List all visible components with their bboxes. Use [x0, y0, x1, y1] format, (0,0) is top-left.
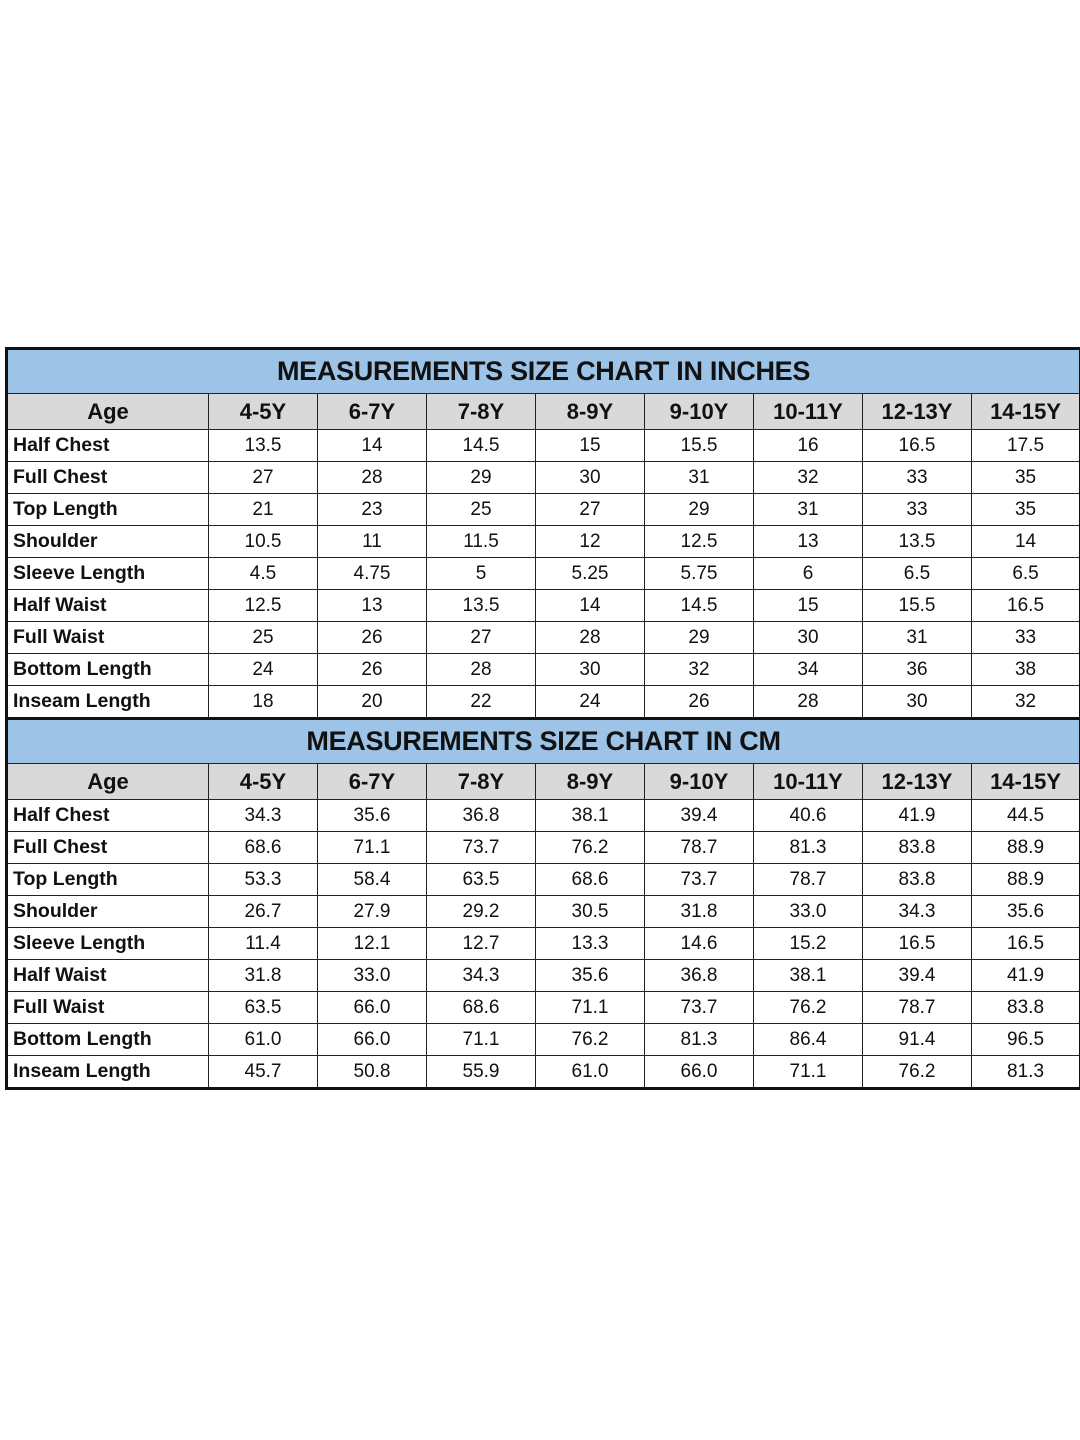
measurement-value: 24: [209, 654, 318, 686]
table-row: [7, 526, 1080, 558]
measurement-label: Half Waist: [7, 590, 209, 622]
measurement-value: 11.5: [427, 526, 536, 558]
table-row: [7, 686, 1080, 719]
age-column-header: 8-9Y: [536, 764, 645, 800]
measurement-value: 83.8: [863, 864, 972, 896]
measurement-value: 41.9: [863, 800, 972, 832]
measurement-value: 33: [863, 462, 972, 494]
measurement-value: 27.9: [318, 896, 427, 928]
measurement-label: Inseam Length: [7, 686, 209, 719]
measurement-value: 15: [754, 590, 863, 622]
measurement-value: 6: [754, 558, 863, 590]
measurement-value: 81.3: [972, 1056, 1080, 1089]
measurement-value: 5.25: [536, 558, 645, 590]
measurement-value: 68.6: [209, 832, 318, 864]
measurement-value: 50.8: [318, 1056, 427, 1089]
measurement-value: 14: [972, 526, 1080, 558]
measurement-value: 61.0: [536, 1056, 645, 1089]
measurement-value: 88.9: [972, 832, 1080, 864]
measurement-value: 63.5: [209, 992, 318, 1024]
age-header: Age: [7, 394, 209, 430]
measurement-value: 36.8: [427, 800, 536, 832]
measurement-value: 45.7: [209, 1056, 318, 1089]
cm-chart-title: MEASUREMENTS SIZE CHART IN CM: [7, 719, 1080, 764]
measurement-value: 21: [209, 494, 318, 526]
measurement-value: 10.5: [209, 526, 318, 558]
table-row: [7, 622, 1080, 654]
measurement-value: 76.2: [754, 992, 863, 1024]
table-row: [7, 430, 1080, 462]
measurement-value: 38: [972, 654, 1080, 686]
measurement-value: 33.0: [754, 896, 863, 928]
measurement-value: 5: [427, 558, 536, 590]
size-chart: [5, 347, 1079, 1090]
table-row: [7, 800, 1080, 832]
measurement-value: 35: [972, 462, 1080, 494]
measurement-value: 12.5: [645, 526, 754, 558]
measurement-value: 28: [427, 654, 536, 686]
table-row: [7, 864, 1080, 896]
table-row: [7, 1056, 1080, 1089]
measurement-label: Half Chest: [7, 430, 209, 462]
table-row: [7, 558, 1080, 590]
measurement-value: 31: [645, 462, 754, 494]
measurement-value: 33.0: [318, 960, 427, 992]
measurement-value: 14.5: [645, 590, 754, 622]
measurement-value: 14: [536, 590, 645, 622]
measurement-label: Full Waist: [7, 992, 209, 1024]
cm-header-row: [7, 764, 1080, 800]
age-column-header: 4-5Y: [209, 394, 318, 430]
age-column-header: 6-7Y: [318, 764, 427, 800]
measurement-value: 11.4: [209, 928, 318, 960]
table-row: [7, 992, 1080, 1024]
table-row: [7, 928, 1080, 960]
measurement-value: 31.8: [209, 960, 318, 992]
table-row: [7, 590, 1080, 622]
measurement-value: 13.3: [536, 928, 645, 960]
size-chart-table: [5, 347, 1080, 1090]
age-column-header: 14-15Y: [972, 394, 1080, 430]
measurement-value: 28: [754, 686, 863, 719]
measurement-label: Bottom Length: [7, 654, 209, 686]
measurement-value: 14.5: [427, 430, 536, 462]
measurement-value: 15.5: [863, 590, 972, 622]
measurement-label: Sleeve Length: [7, 928, 209, 960]
measurement-value: 15.2: [754, 928, 863, 960]
measurement-value: 35.6: [972, 896, 1080, 928]
measurement-value: 36: [863, 654, 972, 686]
age-column-header: 14-15Y: [972, 764, 1080, 800]
measurement-value: 33: [863, 494, 972, 526]
measurement-value: 31.8: [645, 896, 754, 928]
measurement-value: 83.8: [972, 992, 1080, 1024]
measurement-value: 66.0: [318, 1024, 427, 1056]
measurement-value: 71.1: [318, 832, 427, 864]
measurement-value: 53.3: [209, 864, 318, 896]
measurement-value: 78.7: [863, 992, 972, 1024]
measurement-value: 22: [427, 686, 536, 719]
measurement-value: 29.2: [427, 896, 536, 928]
measurement-value: 31: [863, 622, 972, 654]
measurement-value: 14: [318, 430, 427, 462]
measurement-value: 15.5: [645, 430, 754, 462]
measurement-value: 66.0: [645, 1056, 754, 1089]
table-row: [7, 1024, 1080, 1056]
measurement-value: 34.3: [427, 960, 536, 992]
measurement-value: 16.5: [863, 928, 972, 960]
measurement-label: Shoulder: [7, 896, 209, 928]
measurement-value: 25: [427, 494, 536, 526]
measurement-label: Sleeve Length: [7, 558, 209, 590]
measurement-value: 41.9: [972, 960, 1080, 992]
measurement-value: 26: [645, 686, 754, 719]
table-row: [7, 832, 1080, 864]
table-row: [7, 654, 1080, 686]
measurement-label: Full Chest: [7, 462, 209, 494]
inches-chart-title: MEASUREMENTS SIZE CHART IN INCHES: [7, 349, 1080, 394]
measurement-value: 30: [536, 654, 645, 686]
measurement-value: 76.2: [536, 1024, 645, 1056]
inches-title-row: [7, 349, 1080, 394]
measurement-value: 30: [863, 686, 972, 719]
measurement-value: 27: [536, 494, 645, 526]
measurement-value: 30.5: [536, 896, 645, 928]
measurement-value: 81.3: [754, 832, 863, 864]
measurement-value: 32: [972, 686, 1080, 719]
measurement-value: 86.4: [754, 1024, 863, 1056]
measurement-value: 23: [318, 494, 427, 526]
measurement-value: 6.5: [972, 558, 1080, 590]
measurement-value: 26.7: [209, 896, 318, 928]
inches-header-row: [7, 394, 1080, 430]
measurement-value: 26: [318, 654, 427, 686]
measurement-value: 30: [754, 622, 863, 654]
measurement-value: 18: [209, 686, 318, 719]
measurement-label: Full Chest: [7, 832, 209, 864]
measurement-value: 32: [754, 462, 863, 494]
age-column-header: 8-9Y: [536, 394, 645, 430]
measurement-label: Top Length: [7, 864, 209, 896]
measurement-value: 63.5: [427, 864, 536, 896]
age-column-header: 7-8Y: [427, 764, 536, 800]
measurement-value: 76.2: [536, 832, 645, 864]
age-column-header: 12-13Y: [863, 394, 972, 430]
measurement-value: 44.5: [972, 800, 1080, 832]
measurement-value: 73.7: [427, 832, 536, 864]
measurement-value: 13: [318, 590, 427, 622]
measurement-label: Half Waist: [7, 960, 209, 992]
age-column-header: 9-10Y: [645, 764, 754, 800]
measurement-value: 25: [209, 622, 318, 654]
measurement-value: 31: [754, 494, 863, 526]
table-row: [7, 960, 1080, 992]
measurement-value: 33: [972, 622, 1080, 654]
measurement-value: 73.7: [645, 992, 754, 1024]
measurement-value: 35.6: [536, 960, 645, 992]
measurement-value: 32: [645, 654, 754, 686]
age-column-header: 10-11Y: [754, 764, 863, 800]
age-column-header: 4-5Y: [209, 764, 318, 800]
measurement-value: 96.5: [972, 1024, 1080, 1056]
measurement-value: 83.8: [863, 832, 972, 864]
measurement-value: 55.9: [427, 1056, 536, 1089]
measurement-value: 68.6: [427, 992, 536, 1024]
measurement-value: 78.7: [645, 832, 754, 864]
measurement-value: 68.6: [536, 864, 645, 896]
measurement-label: Half Chest: [7, 800, 209, 832]
measurement-value: 12.1: [318, 928, 427, 960]
measurement-value: 71.1: [536, 992, 645, 1024]
measurement-value: 81.3: [645, 1024, 754, 1056]
measurement-label: Bottom Length: [7, 1024, 209, 1056]
measurement-value: 11: [318, 526, 427, 558]
measurement-value: 16.5: [972, 590, 1080, 622]
measurement-value: 34: [754, 654, 863, 686]
measurement-value: 36.8: [645, 960, 754, 992]
measurement-value: 15: [536, 430, 645, 462]
measurement-label: Shoulder: [7, 526, 209, 558]
measurement-value: 39.4: [863, 960, 972, 992]
measurement-value: 34.3: [209, 800, 318, 832]
measurement-value: 29: [645, 622, 754, 654]
measurement-value: 16.5: [863, 430, 972, 462]
measurement-value: 30: [536, 462, 645, 494]
measurement-value: 61.0: [209, 1024, 318, 1056]
measurement-value: 13.5: [209, 430, 318, 462]
measurement-value: 34.3: [863, 896, 972, 928]
measurement-value: 66.0: [318, 992, 427, 1024]
measurement-value: 13.5: [863, 526, 972, 558]
measurement-value: 29: [645, 494, 754, 526]
measurement-value: 5.75: [645, 558, 754, 590]
measurement-value: 38.1: [754, 960, 863, 992]
measurement-value: 12.7: [427, 928, 536, 960]
measurement-value: 91.4: [863, 1024, 972, 1056]
measurement-value: 16: [754, 430, 863, 462]
measurement-value: 4.75: [318, 558, 427, 590]
measurement-value: 4.5: [209, 558, 318, 590]
measurement-value: 24: [536, 686, 645, 719]
table-row: [7, 462, 1080, 494]
measurement-label: Full Waist: [7, 622, 209, 654]
age-column-header: 10-11Y: [754, 394, 863, 430]
age-column-header: 6-7Y: [318, 394, 427, 430]
measurement-value: 78.7: [754, 864, 863, 896]
measurement-value: 26: [318, 622, 427, 654]
measurement-value: 35.6: [318, 800, 427, 832]
measurement-value: 6.5: [863, 558, 972, 590]
measurement-value: 71.1: [427, 1024, 536, 1056]
measurement-value: 27: [427, 622, 536, 654]
measurement-value: 76.2: [863, 1056, 972, 1089]
measurement-value: 28: [536, 622, 645, 654]
measurement-value: 71.1: [754, 1056, 863, 1089]
measurement-value: 16.5: [972, 928, 1080, 960]
table-row: [7, 896, 1080, 928]
measurement-value: 12: [536, 526, 645, 558]
measurement-value: 73.7: [645, 864, 754, 896]
measurement-value: 13.5: [427, 590, 536, 622]
measurement-value: 14.6: [645, 928, 754, 960]
measurement-value: 35: [972, 494, 1080, 526]
age-column-header: 9-10Y: [645, 394, 754, 430]
measurement-value: 88.9: [972, 864, 1080, 896]
cm-title-row: [7, 719, 1080, 764]
table-row: [7, 494, 1080, 526]
age-column-header: 12-13Y: [863, 764, 972, 800]
measurement-value: 27: [209, 462, 318, 494]
measurement-value: 12.5: [209, 590, 318, 622]
measurement-value: 29: [427, 462, 536, 494]
measurement-label: Inseam Length: [7, 1056, 209, 1089]
measurement-value: 17.5: [972, 430, 1080, 462]
measurement-value: 58.4: [318, 864, 427, 896]
age-column-header: 7-8Y: [427, 394, 536, 430]
age-header: Age: [7, 764, 209, 800]
measurement-value: 20: [318, 686, 427, 719]
measurement-label: Top Length: [7, 494, 209, 526]
measurement-value: 38.1: [536, 800, 645, 832]
measurement-value: 39.4: [645, 800, 754, 832]
measurement-value: 13: [754, 526, 863, 558]
measurement-value: 28: [318, 462, 427, 494]
measurement-value: 40.6: [754, 800, 863, 832]
